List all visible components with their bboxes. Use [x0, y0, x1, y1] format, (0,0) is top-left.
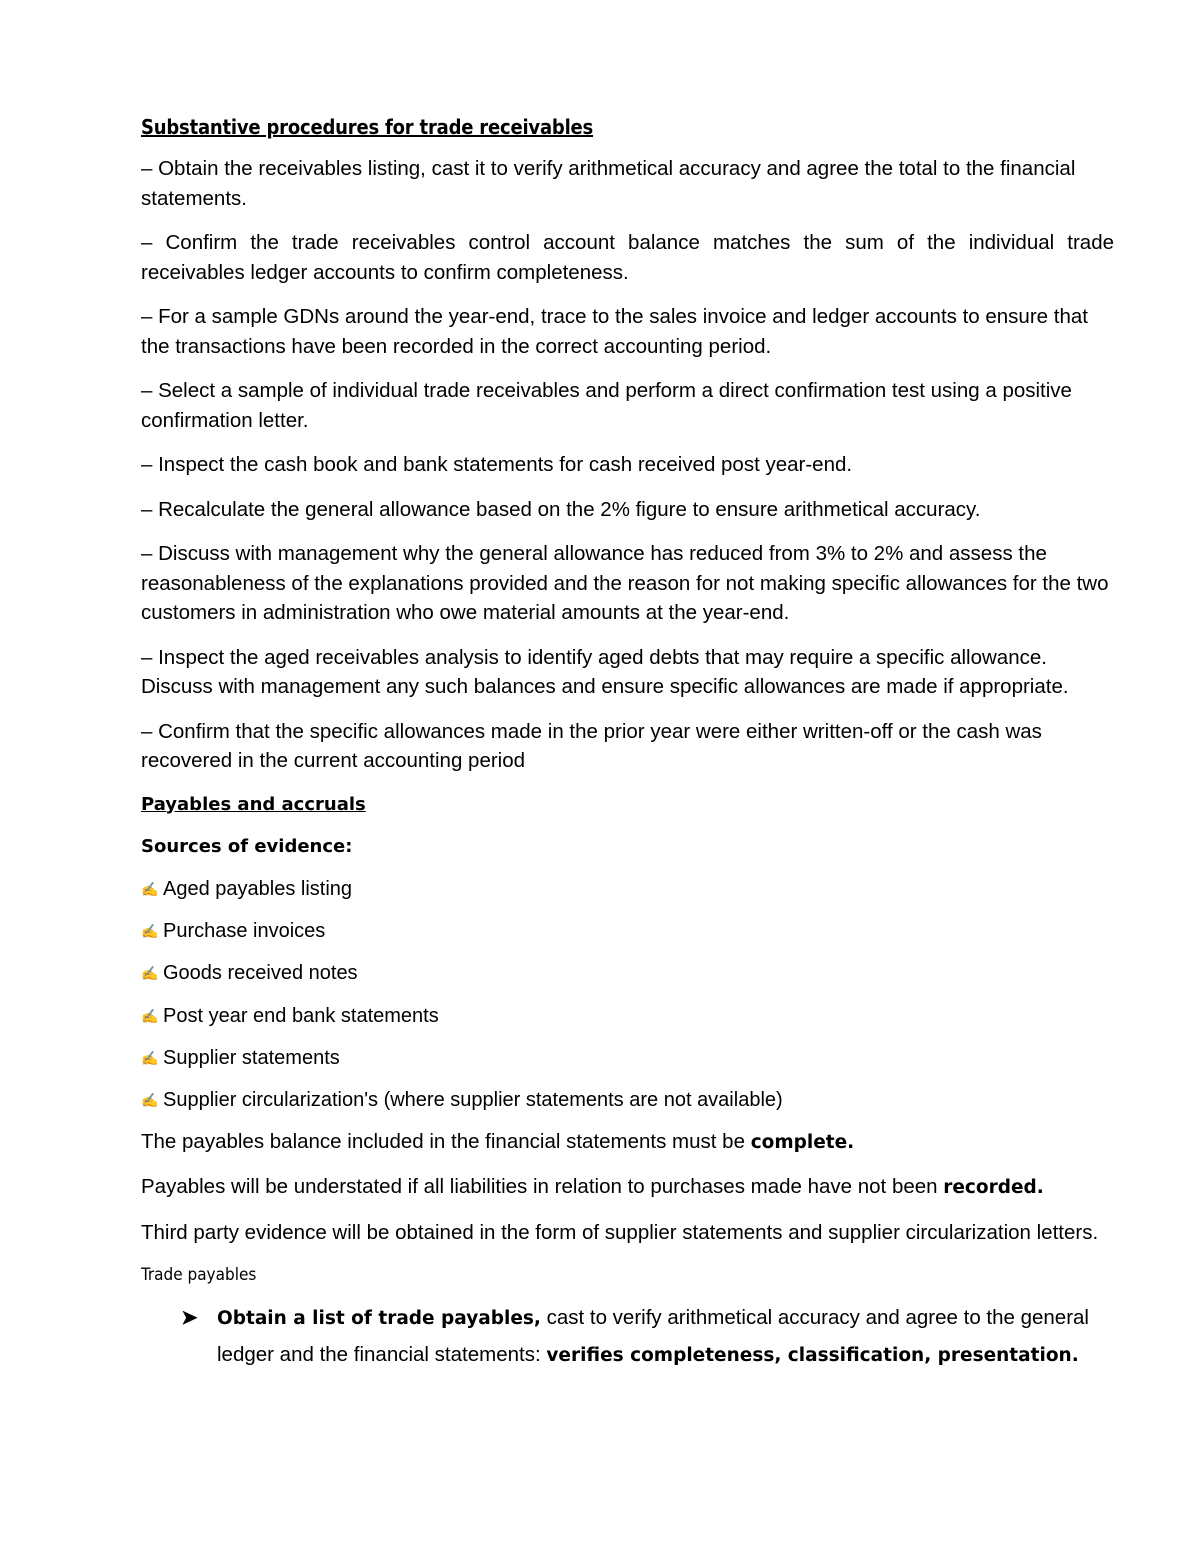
trade-item-text: cast to verify arithmetical accuracy and agree to the general ledger and the financial statements:	[217, 1306, 1089, 1367]
sources-heading: Sources of evidence:	[141, 835, 353, 857]
arrow-bullet-icon: ➤	[181, 1307, 198, 1330]
list-item	[141, 959, 1114, 987]
receivables-item: – Confirm that the specific allowances made in the prior year were either written-off or the cash was recovered in the current accounting period	[141, 719, 1042, 772]
receivables-item: – Select a sample of individual trade receivables and perform a direct confirmation test using a positive confirmation letter.	[141, 379, 1072, 432]
list-item	[141, 875, 1114, 903]
trade-item-bold-end: verifies completeness, classification, presentation.	[546, 1345, 1079, 1367]
writing-hand-icon: ✍	[141, 1092, 159, 1109]
list-item	[141, 1044, 1114, 1072]
receivables-item: – For a sample GDNs around the year-end, trace to the sales invoice and ledger accounts to ensure that the transactions have been recorded in the correct accounting period.	[141, 305, 1088, 358]
receivables-item: – Confirm the trade receivables control account balance matches the sum of the individual trade receivables ledger accounts to confirm completeness.	[141, 231, 1114, 284]
trade-item-bold-start: Obtain a list of trade payables,	[217, 1308, 541, 1330]
understated-text: Payables will be understated if all liabilities in relation to purchases made have not been	[141, 1175, 944, 1199]
receivables-item: – Discuss with management why the general allowance has reduced from 3% to 2% and assess the reasonableness of the explanations provided and the reason for not making specific allowances for the two customers in administration who owe material amounts at the year-end.	[141, 542, 1109, 624]
receivables-item: – Inspect the cash book and bank statements for cash received post year-end.	[141, 453, 853, 476]
third-party-paragraph: Third party evidence will be obtained in the form of supplier statements and supplier circularization letters.	[141, 1220, 1099, 1244]
trade-payables-heading: Trade payables	[141, 1265, 257, 1286]
receivables-item: – Inspect the aged receivables analysis to identify aged debts that may require a specific allowance. Discuss with management any such balances and ensure specific allowances are made if appropriate.	[141, 645, 1069, 698]
list-item-label: Purchase invoices	[163, 919, 326, 942]
payables-title: Payables and accruals	[141, 793, 366, 815]
understated-paragraph	[141, 1172, 1114, 1203]
list-item-label: Post year end bank statements	[163, 1004, 439, 1027]
list-item	[141, 1086, 1114, 1114]
receivables-title: Substantive procedures for trade receivables	[141, 115, 594, 139]
writing-hand-icon: ✍	[141, 1007, 159, 1024]
list-item-label: Supplier statements	[163, 1047, 340, 1070]
list-item-label: Aged payables listing	[163, 877, 353, 900]
receivables-item: – Obtain the receivables listing, cast it to verify arithmetical accuracy and agree the total to the financial statements.	[141, 157, 1076, 210]
understated-bold: recorded.	[943, 1177, 1044, 1199]
writing-hand-icon: ✍	[141, 922, 159, 939]
completeness-text: The payables balance included in the financial statements must be	[141, 1129, 751, 1153]
list-item	[141, 917, 1114, 945]
writing-hand-icon: ✍	[141, 1050, 159, 1067]
sources-list	[141, 875, 1114, 1115]
writing-hand-icon: ✍	[141, 880, 159, 897]
receivables-item: – Recalculate the general allowance based on the 2% figure to ensure arithmetical accuracy.	[141, 497, 981, 521]
completeness-bold: complete.	[750, 1131, 855, 1153]
completeness-paragraph	[141, 1127, 1114, 1158]
list-item-label: Supplier circularization's (where supplier statements are not available)	[163, 1089, 783, 1112]
writing-hand-icon: ✍	[141, 965, 159, 982]
list-item-label: Goods received notes	[163, 962, 358, 985]
list-item	[141, 1002, 1114, 1030]
trade-payables-item	[141, 1300, 1114, 1374]
